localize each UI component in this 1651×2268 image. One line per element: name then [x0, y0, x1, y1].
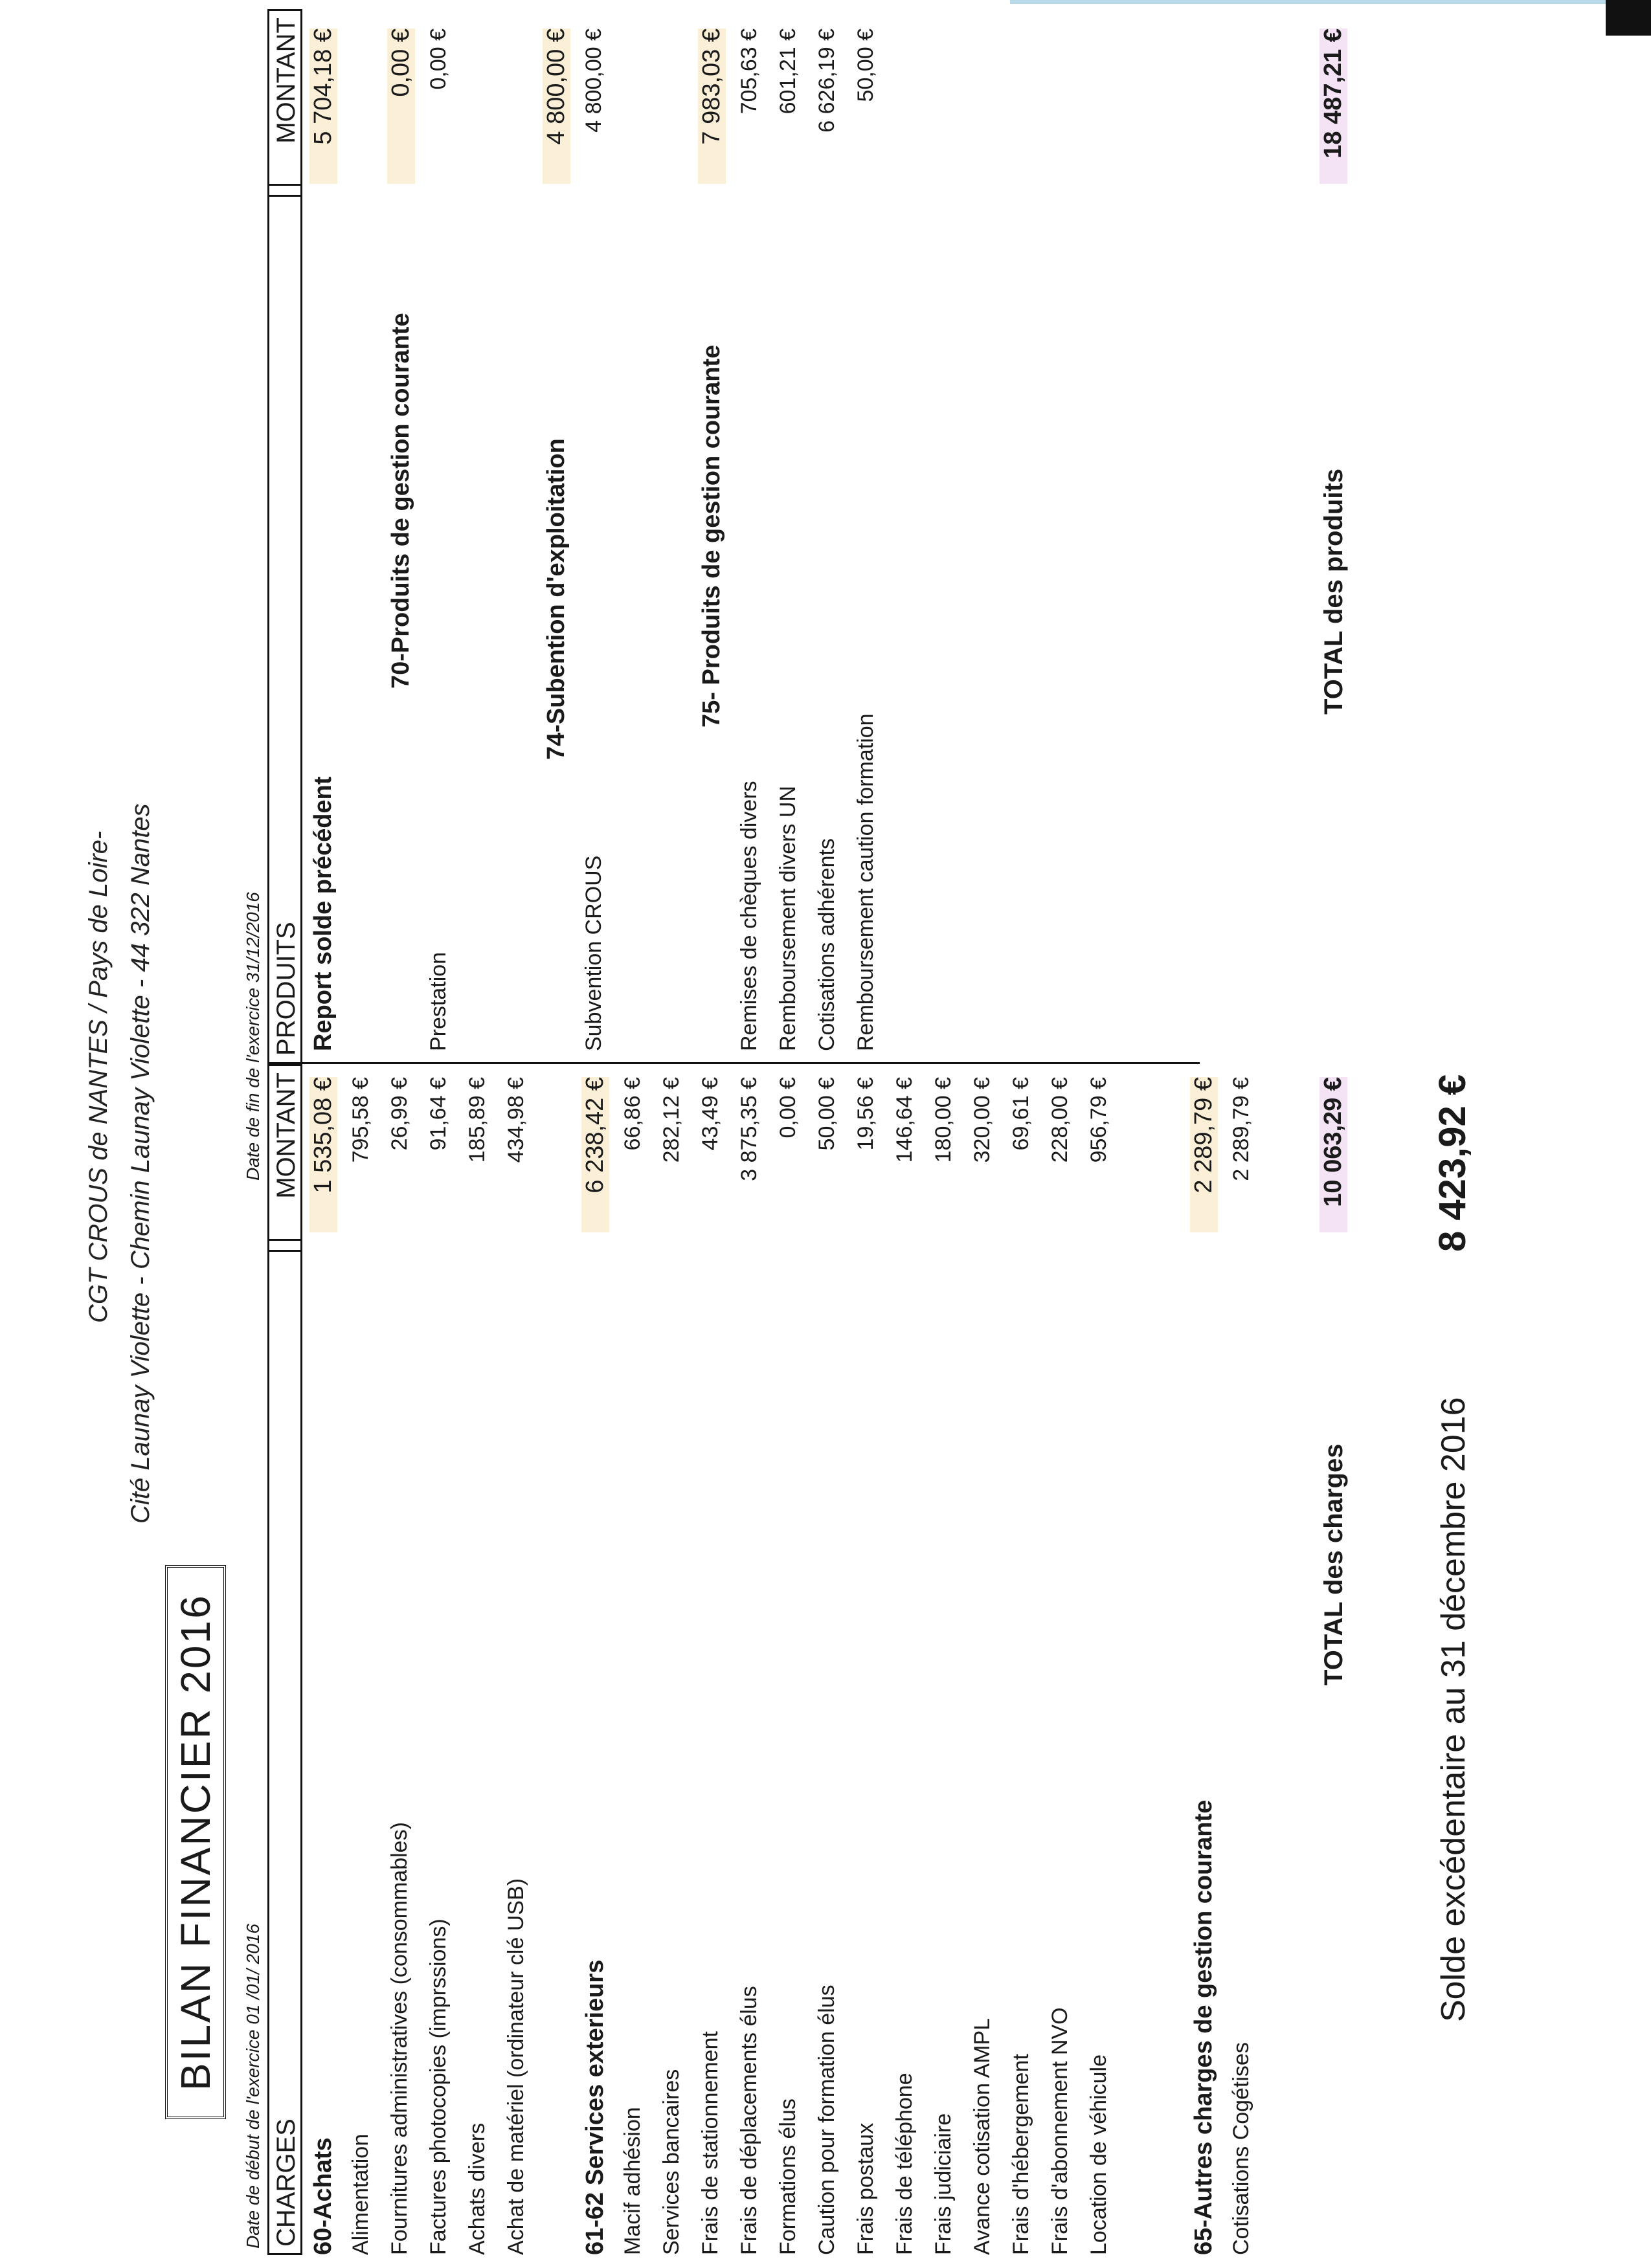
charge-item: Factures photocopies (imprssions)	[426, 1918, 451, 2255]
charge-item-amount: 66,86 €	[620, 1077, 645, 1151]
charge-item-amount: 282,12 €	[659, 1077, 684, 1163]
produits-section-75-amount: 7 983,03 €	[698, 28, 726, 184]
charge-item: Fournitures administratives (consommables)	[387, 1822, 412, 2255]
produit-item-amount: 4 800,00 €	[581, 28, 606, 133]
charge-item: Formations élus	[776, 2098, 800, 2255]
charge-item: Frais de téléphone	[892, 2073, 917, 2255]
produit-item-amount: 50,00 €	[853, 28, 878, 102]
org-line: CGT CROUS de NANTES / Pays de Loire-	[84, 830, 113, 1323]
produits-section-74: 74-Subention d'exploitation	[543, 438, 570, 760]
charge-item: Frais postaux	[853, 2122, 878, 2255]
produit-item-amount: 601,21 €	[776, 28, 800, 115]
produit-item: Remboursement divers UN	[776, 785, 800, 1051]
produit-item: Prestation	[426, 951, 451, 1051]
charges-amount-column-header: MONTANT	[267, 1064, 302, 1252]
charges-section-60-amount: 1 535,08 €	[309, 1077, 337, 1232]
charges-section-61-62: 61-62 Services exterieurs	[581, 1959, 609, 2255]
report-solde-amount: 5 704,18 €	[309, 28, 337, 184]
charge-item-amount: 956,79 €	[1086, 1077, 1111, 1163]
charge-item-amount: 43,49 €	[698, 1077, 723, 1151]
charge-item-amount: 795,58 €	[348, 1077, 373, 1163]
produits-section-70: 70-Produits de gestion courante	[387, 313, 414, 689]
charges-section-65-amount: 2 289,79 €	[1190, 1077, 1218, 1232]
balance-label: Solde excédentaire au 31 décembre 2016	[1435, 1397, 1472, 2022]
page-title: BILAN FINANCIER 2016	[165, 1565, 226, 2119]
charge-item: Macif adhésion	[620, 2107, 645, 2255]
produit-item-amount: 0,00 €	[426, 28, 451, 90]
balance-amount: 8 423,92 €	[1432, 1074, 1474, 1252]
charge-item: Frais d'abonnement NVO	[1048, 2007, 1072, 2255]
produits-amount-column-header: MONTANT	[267, 9, 302, 197]
charge-item: Frais judiciaire	[931, 2113, 956, 2255]
total-produits-amount: 18 487,21 €	[1320, 28, 1347, 184]
charges-column-header: CHARGES	[267, 1239, 302, 2255]
produit-item: Subvention CROUS	[581, 855, 606, 1051]
start-date-note: Date de début de l'exercice 01 /01/ 2016	[243, 1924, 263, 2249]
produit-item: Remboursement caution formation	[853, 713, 878, 1051]
charge-item-amount: 3 875,35 €	[737, 1077, 761, 1181]
charge-item: Alimentation	[348, 2133, 373, 2255]
charge-item: Frais d'hébergement	[1009, 2054, 1033, 2255]
produit-item-amount: 6 626,19 €	[814, 28, 839, 133]
charge-item: Frais de déplacements élus	[737, 1986, 761, 2255]
column-divider	[267, 1062, 1200, 1064]
report-solde-label: Report solde précédent	[309, 776, 337, 1051]
produits-section-70-amount: 0,00 €	[387, 28, 415, 184]
charges-section-60: 60-Achats	[309, 2137, 337, 2255]
total-produits-label: TOTAL des produits	[1320, 468, 1348, 715]
charge-item-amount: 19,56 €	[853, 1077, 878, 1151]
charge-item-amount: 26,99 €	[387, 1077, 412, 1151]
produit-item: Cotisations adhérents	[814, 838, 839, 1051]
charge-item: Frais de stationnement	[698, 2031, 723, 2255]
charge-item-amount: 50,00 €	[814, 1077, 839, 1151]
charge-item-amount: 69,61 €	[1009, 1077, 1033, 1151]
charge-item-amount: 2 289,79 €	[1229, 1077, 1253, 1181]
charge-item: Avance cotisation AMPL	[970, 2018, 994, 2255]
charges-section-61-62-amount: 6 238,42 €	[581, 1077, 609, 1232]
charge-item-amount: 91,64 €	[426, 1077, 451, 1151]
charges-section-65: 65-Autres charges de gestion courante	[1190, 1799, 1217, 2255]
charge-item: Achat de matériel (ordinateur clé USB)	[504, 1878, 528, 2255]
charge-item: Location de véhicule	[1086, 2054, 1111, 2255]
address-line: Cité Launay Violette - Chemin Launay Violette - 44 322 Nantes	[126, 803, 155, 1524]
produits-section-74-amount: 4 800,00 €	[543, 28, 570, 184]
charge-item-amount: 0,00 €	[776, 1077, 800, 1139]
produits-section-75: 75- Produits de gestion courante	[698, 344, 725, 728]
charge-item-amount: 185,89 €	[465, 1077, 489, 1163]
charge-item: Cotisations Cogétises	[1229, 2042, 1253, 2255]
produit-item-amount: 705,63 €	[737, 28, 761, 115]
charge-item: Services bancaires	[659, 2069, 684, 2255]
charge-item-amount: 320,00 €	[970, 1077, 994, 1163]
charge-item-amount: 434,98 €	[504, 1077, 528, 1163]
end-date-note: Date de fin de l'exercice 31/12/2016	[243, 892, 263, 1181]
charge-item: Achats divers	[465, 2122, 489, 2255]
total-charges-label: TOTAL des charges	[1320, 1443, 1348, 1685]
produit-item: Remises de chèques divers	[737, 781, 761, 1051]
produits-column-header: PRODUITS	[267, 184, 302, 1064]
charge-item-amount: 228,00 €	[1048, 1077, 1072, 1163]
charge-item-amount: 180,00 €	[931, 1077, 956, 1163]
charge-item-amount: 146,64 €	[892, 1077, 917, 1163]
total-charges-amount: 10 063,29 €	[1320, 1077, 1347, 1232]
charge-item: Caution pour formation élus	[814, 1984, 839, 2255]
